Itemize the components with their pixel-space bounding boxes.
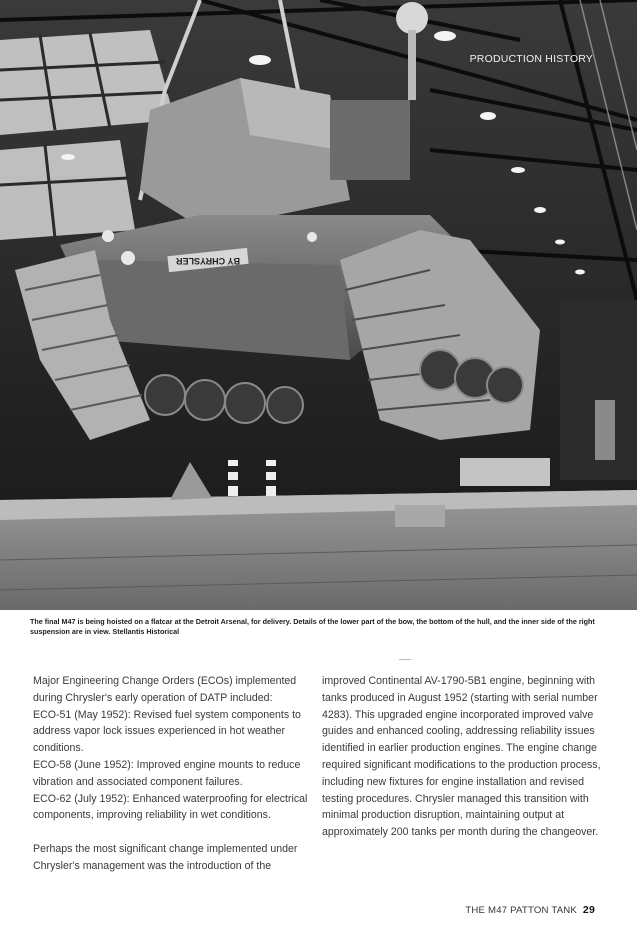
section-label: PRODUCTION HISTORY <box>469 53 593 65</box>
paragraph: ECO-58 (June 1952): Improved engine mounts to reduce vibration and associated component failures. <box>33 758 301 788</box>
paragraph: ECO-62 (July 1952): Enhanced waterproofing for electrical components, improving reliability in wet conditions. <box>33 792 308 822</box>
book-title: THE M47 PATTON TANK <box>465 905 578 916</box>
photo-caption: The final M47 is being hoisted on a flatcar at the Detroit Arsenal, for delivery. Details of the lower part of the bow, the bottom of the hull, and the inner side of the right suspension are in view. Stellantis Historical <box>30 617 595 636</box>
page-footer <box>465 904 595 916</box>
paragraph: ECO-51 (May 1952): Revised fuel system components to address vapor lock issues experienced in hot weather conditions. <box>33 708 301 755</box>
paragraph: improved Continental AV-1790-5B1 engine, beginning with tanks produced in August 1952 (starting with serial number 4283). This upgraded engine incorporated improved valve guides and enhanced cooling, addressing reliability issues identified in earlier production engines. The engine change required significant modifications to the production process, including new fixtures for engine installation and revised testing procedures. Chrysler managed this transition with minimal production disruption, maintaining output at approximately 200 tanks per month during the changeover. <box>322 675 601 839</box>
page-number: 29 <box>582 904 595 916</box>
left-column <box>33 673 313 875</box>
paragraph: Perhaps the most significant change implemented under Chrysler's management was the introduction of the <box>33 842 298 872</box>
right-column <box>322 673 604 841</box>
divider <box>399 659 411 660</box>
hull-marking-text: BY CHRYSLER <box>175 256 241 266</box>
paragraph: Major Engineering Change Orders (ECOs) implemented during Chrysler's early operation of DATP included: <box>33 675 297 704</box>
